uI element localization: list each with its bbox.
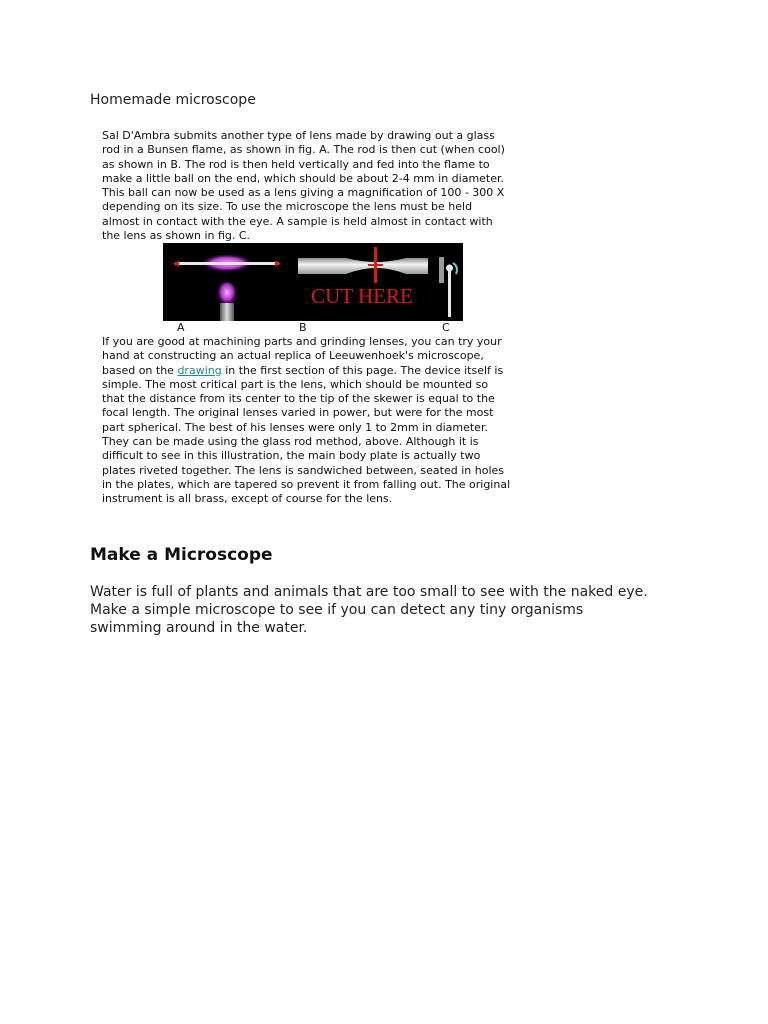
text-line: that the distance from its center to the tip of the skewer is equal to the (102, 392, 495, 406)
figure-b-panel (294, 243, 431, 321)
text-line: rod in a Bunsen flame, as shown in fig. A. The rod is then cut (when cool) (102, 143, 505, 157)
text-line: Sal D'Ambra submits another type of lens made by drawing out a glass (102, 129, 495, 142)
text-line: hand at constructing an actual replica of Leeuwenhoek's microscope, (102, 349, 484, 363)
cut-rod-illustration (294, 243, 431, 321)
figure-label-c: C (442, 321, 450, 334)
section-heading: Make a Microscope (90, 545, 273, 565)
bunsen-flame-illustration (163, 243, 292, 321)
text-line: almost in contact with the eye. A sample is held almost in contact with (102, 214, 493, 228)
text-line: Water is full of plants and animals that are too small to see with the naked eye. (90, 584, 648, 600)
text-line: as shown in B. The rod is then held vertically and fed into the flame to (102, 157, 490, 171)
cut-here-text: CUT HERE (311, 284, 413, 308)
lens-description-paragraph (102, 129, 542, 243)
text-segment: in the first section of this page. The device itself is (221, 363, 504, 377)
text-line: the lens as shown in fig. C. (102, 229, 251, 243)
text-line: This ball can now be used as a lens giving a magnification of 100 - 300 X (102, 186, 505, 200)
page-title: Homemade microscope (90, 92, 256, 108)
text-line: focal length. The original lenses varied in power, but were for the most (102, 406, 494, 420)
figure-label-b: B (299, 321, 307, 334)
section-body (90, 583, 710, 637)
text-line: simple. The most critical part is the lens, which should be mounted so (102, 377, 489, 391)
text-line: Make a simple microscope to see if you can detect any tiny organisms (90, 602, 584, 618)
figure-label-a: A (177, 321, 185, 334)
leeuwenhoek-paragraph (102, 335, 542, 507)
figure-c-panel (433, 243, 463, 321)
text-line: make a little ball on the end, which should be about 2-4 mm in diameter. (102, 171, 505, 185)
lens-holder-illustration (433, 243, 463, 321)
text-segment: based on the (102, 363, 178, 377)
drawing-link[interactable]: drawing (177, 363, 222, 377)
text-line: They can be made using the glass rod method, above. Although it is (102, 435, 479, 449)
text-line: If you are good at machining parts and grinding lenses, you can try your (102, 335, 502, 348)
text-line: part spherical. The best of his lenses were only 1 to 2mm in diameter. (102, 420, 488, 434)
glass-rod-figure (163, 243, 463, 321)
text-line: instrument is all brass, except of course for the lens. (102, 492, 393, 506)
text-line: swimming around in the water. (90, 620, 308, 636)
text-line-with-link (102, 364, 542, 378)
figure-a-panel (163, 243, 292, 321)
text-line: plates riveted together. The lens is sandwiched between, seated in holes (102, 463, 504, 477)
text-line: difficult to see in this illustration, the main body plate is actually two (102, 449, 481, 463)
text-line: depending on its size. To use the microscope the lens must be held (102, 200, 473, 214)
text-line: in the plates, which are tapered so prevent it from falling out. The original (102, 477, 511, 491)
